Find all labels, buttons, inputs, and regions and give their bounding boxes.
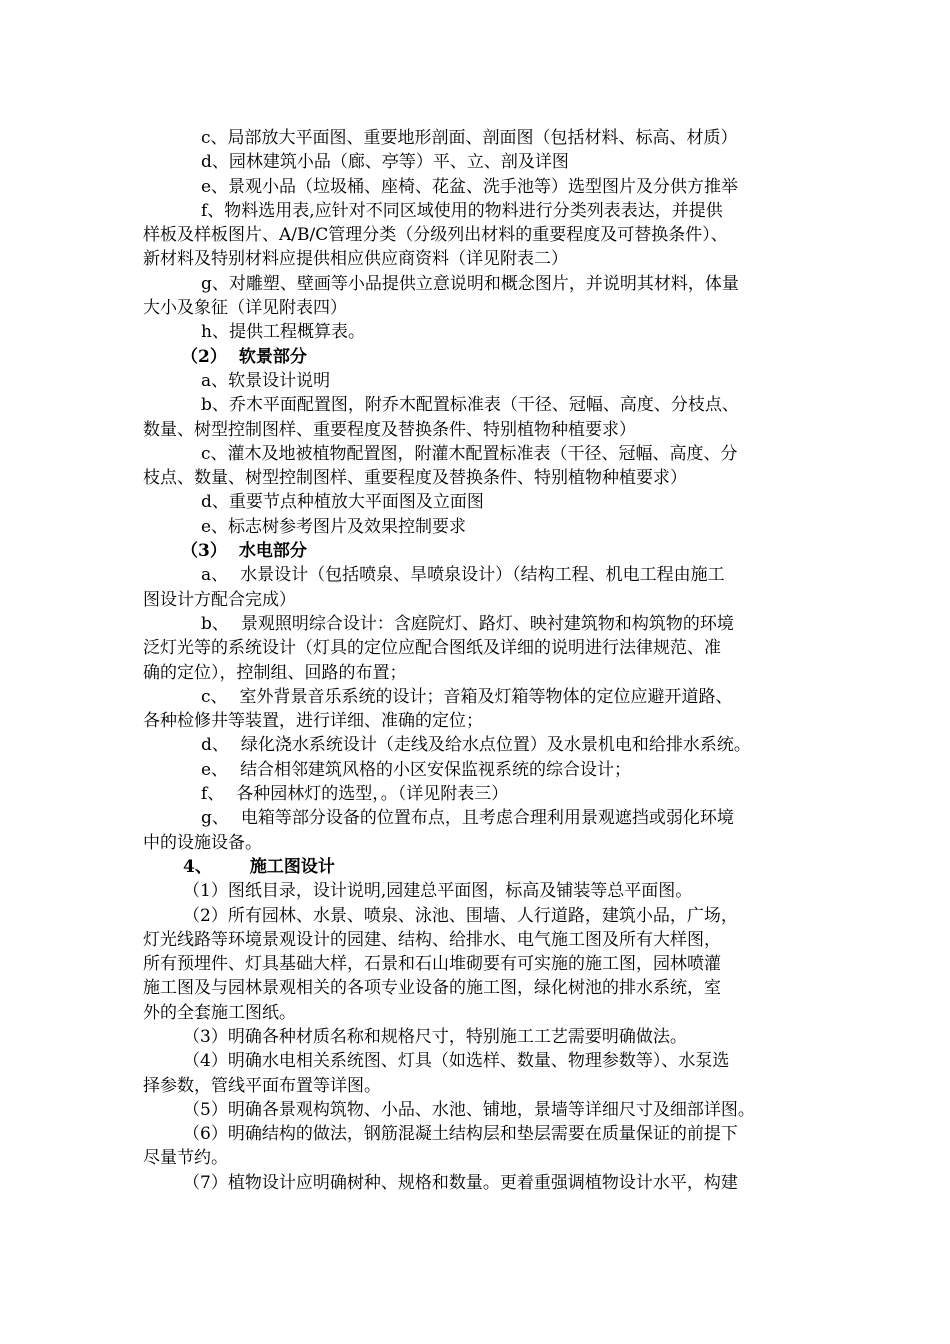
item-text: 结合相邻建筑风格的小区安保监视系统的综合设计； (240, 759, 632, 780)
text-line: （1）图纸目录，设计说明,园建总平面图，标高及铺装等总平面图。 (183, 881, 693, 902)
text-line: 枝点、数量、树型控制图样、重要程度及替换条件、特别植物种植要求） (143, 468, 687, 489)
text-line (143, 612, 811, 636)
text-line: （4）明确水电相关系统图、灯具（如选样、数量、物理参数等）、水泵选 (183, 1051, 730, 1072)
text-line: 灯光线路等环境景观设计的园建、结构、给排水、电气施工图及所有大样图， (143, 929, 721, 950)
section-heading (143, 345, 811, 369)
text-line: 确的定位），控制组、回路的布置； (143, 662, 407, 683)
chapter-heading (143, 855, 811, 879)
item-marker: c、 (201, 686, 228, 707)
text-line (143, 782, 811, 806)
text-line: h、提供工程概算表。 (201, 322, 365, 343)
text-line (143, 806, 811, 830)
text-line: c、局部放大平面图、重要地形剖面、剖面图（包括材料、标高、材质） (201, 128, 738, 148)
item-marker: a、 (201, 565, 229, 586)
section-heading (143, 539, 811, 563)
text-line: 新材料及特别材料应提供相应供应商资料（详见附表二） (143, 249, 568, 270)
text-line: （6）明确结构的做法，钢筋混凝土结构层和垫层需要在质量保证的前提下 (183, 1124, 738, 1145)
text-line: 外的全套施工图纸。 (143, 1002, 296, 1023)
text-line: b、乔木平面配置图，附乔木配置标准表（干径、冠幅、高度、分枝点、 (201, 395, 739, 416)
text-line: e、标志树参考图片及效果控制要求 (201, 516, 467, 537)
text-line: c、灌木及地被植物配置图，附灌木配置标准表（干径、冠幅、高度、分 (201, 443, 738, 464)
item-text: 室外背景音乐系统的设计；音箱及灯箱等物体的定位应避开道路、 (239, 686, 733, 707)
section-number: （3） (181, 541, 227, 562)
text-line: f、物料选用表,应针对不同区域使用的物料进行分类列表表达，并提供 (201, 200, 723, 221)
text-line: 择参数，管线平面布置等详图。 (143, 1075, 381, 1096)
text-line: （2）所有园林、水景、喷泉、泳池、围墙、人行道路，建筑小品，广场， (183, 905, 738, 926)
text-line: 各种检修井等装置，进行详细、准确的定位； (143, 711, 483, 732)
item-text: 各种园林灯的选型，。（详见附表三） (236, 784, 509, 805)
text-line: 大小及象征（详见附表四） (143, 298, 347, 319)
text-line: （3）明确各种材质名称和规格尺寸，特别施工工艺需要明确做法。 (183, 1026, 687, 1047)
text-line (143, 758, 811, 782)
section-title: 水电部分 (238, 541, 307, 562)
text-line: d、重要节点种植放大平面图及立面图 (201, 492, 484, 513)
text-line: 中的设施设备。 (143, 832, 262, 853)
text-line (143, 685, 811, 709)
text-line: （5）明确各景观构筑物、小品、水池、铺地，景墙等详细尺寸及细部详图。 (183, 1099, 755, 1120)
text-line: d、园林建筑小品（廊、亭等）平、立、剖及详图 (201, 152, 569, 173)
text-line: 所有预埋件、灯具基础大样，石景和石山堆砌要有可实施的施工图，园林喷灌 (143, 954, 721, 975)
item-marker: b、 (201, 613, 229, 634)
text-line: 图设计方配合完成） (143, 589, 296, 610)
item-marker: g、 (201, 808, 229, 829)
item-marker: d、 (201, 735, 229, 756)
section-number: （2） (181, 346, 227, 367)
item-marker: f、 (201, 784, 225, 805)
item-marker: e、 (201, 759, 229, 780)
text-line (143, 733, 811, 757)
text-line: a、软景设计说明 (201, 370, 331, 391)
text-line: 样板及样板图片、A/B/C管理分类（分级列出材料的重要程度及可替换条件）、 (143, 225, 728, 246)
text-line: 施工图及与园林景观相关的各项专业设备的施工图，绿化树池的排水系统，室 (143, 978, 721, 999)
text-line: 数量、树型控制图样、重要程度及替换条件、特别植物种植要求） (143, 419, 636, 440)
section-title: 软景部分 (238, 346, 307, 367)
item-text: 水景设计（包括喷泉、旱喷泉设计）（结构工程、机电工程由施工 (240, 565, 725, 586)
text-line: e、景观小品（垃圾桶、座椅、花盆、洗手池等）选型图片及分供方推举 (201, 176, 739, 197)
text-line: （7）植物设计应明确树种、规格和数量。更着重强调植物设计水平，构建 (183, 1172, 738, 1193)
item-text: 绿化浇水系统设计（走线及给水点位置）及水景机电和给排水系统。 (240, 735, 751, 756)
chapter-number: 4、 (183, 856, 212, 877)
text-line: 泛灯光等的系统设计（灯具的定位应配合图纸及详细的说明进行法律规范、准 (143, 638, 721, 659)
text-line: 尽量节约。 (143, 1148, 228, 1169)
text-line: g、对雕塑、壁画等小品提供立意说明和概念图片，并说明其材料，体量 (201, 273, 739, 294)
chapter-title: 施工图设计 (249, 856, 335, 877)
item-text: 电箱等部分设备的位置布点，且考虑合理利用景观遮挡或弱化环境 (240, 808, 734, 829)
document-body (143, 126, 811, 1195)
text-line (143, 563, 811, 587)
item-text: 景观照明综合设计：含庭院灯、路灯、映衬建筑物和构筑物的环境 (240, 613, 734, 634)
